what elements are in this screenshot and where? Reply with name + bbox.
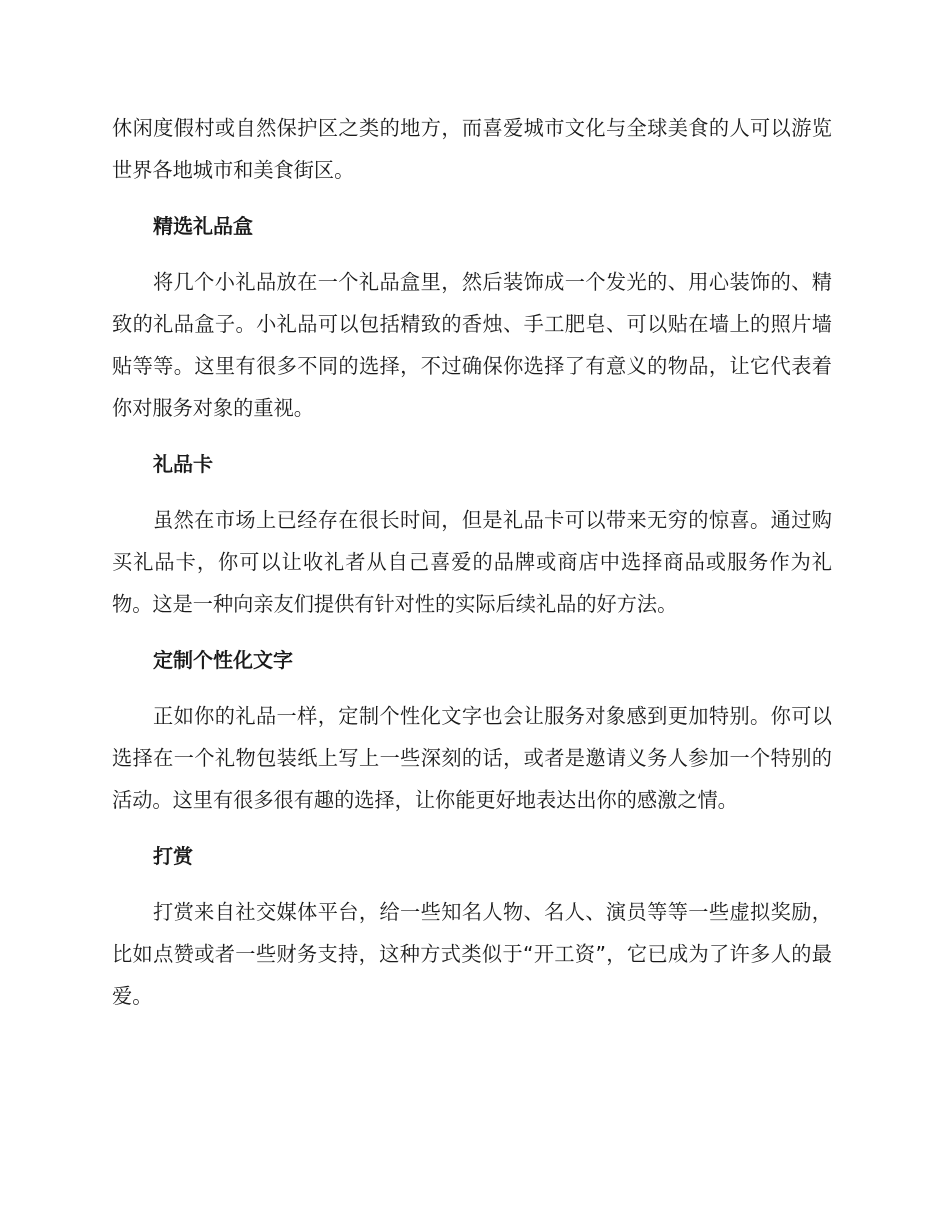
section-body-gift-card: 虽然在市场上已经存在很长时间，但是礼品卡可以带来无穷的惊喜。通过购买礼品卡，你可以让收礼者从自己喜爱的品牌或商店中选择商品或服务作为礼物。这是一种向亲友们提供有针对性的实际后续礼品的好方法。 <box>112 508 832 616</box>
section-body-custom-text: 正如你的礼品一样，定制个性化文字也会让服务对象感到更加特别。你可以选择在一个礼物包装纸上写上一些深刻的话，或者是邀请义务人参加一个特别的活动。这里有很多很有趣的选择，让你能更好地表达出你的感激之情。 <box>112 704 832 812</box>
document-page <box>112 107 832 1017</box>
section-heading-gift-card: 礼品卡 <box>153 452 213 476</box>
section-heading-tipping: 打赏 <box>153 844 193 868</box>
section-heading-gift-box: 精选礼品盒 <box>153 214 253 238</box>
section-body-gift-box: 将几个小礼品放在一个礼品盒里，然后装饰成一个发光的、用心装饰的、精致的礼品盒子。小礼品可以包括精致的香烛、手工肥皂、可以贴在墙上的照片墙贴等等。这里有很多不同的选择，不过确保你选择了有意义的物品，让它代表着你对服务对象的重视。 <box>112 270 832 420</box>
section-heading-custom-text: 定制个性化文字 <box>153 648 293 672</box>
intro-paragraph: 休闲度假村或自然保护区之类的地方，而喜爱城市文化与全球美食的人可以游览世界各地城市和美食街区。 <box>112 116 832 182</box>
section-body-tipping: 打赏来自社交媒体平台，给一些知名人物、名人、演员等等一些虚拟奖励，比如点赞或者一些财务支持，这种方式类似于“开工资”，它已成为了许多人的最爱。 <box>112 900 832 1008</box>
